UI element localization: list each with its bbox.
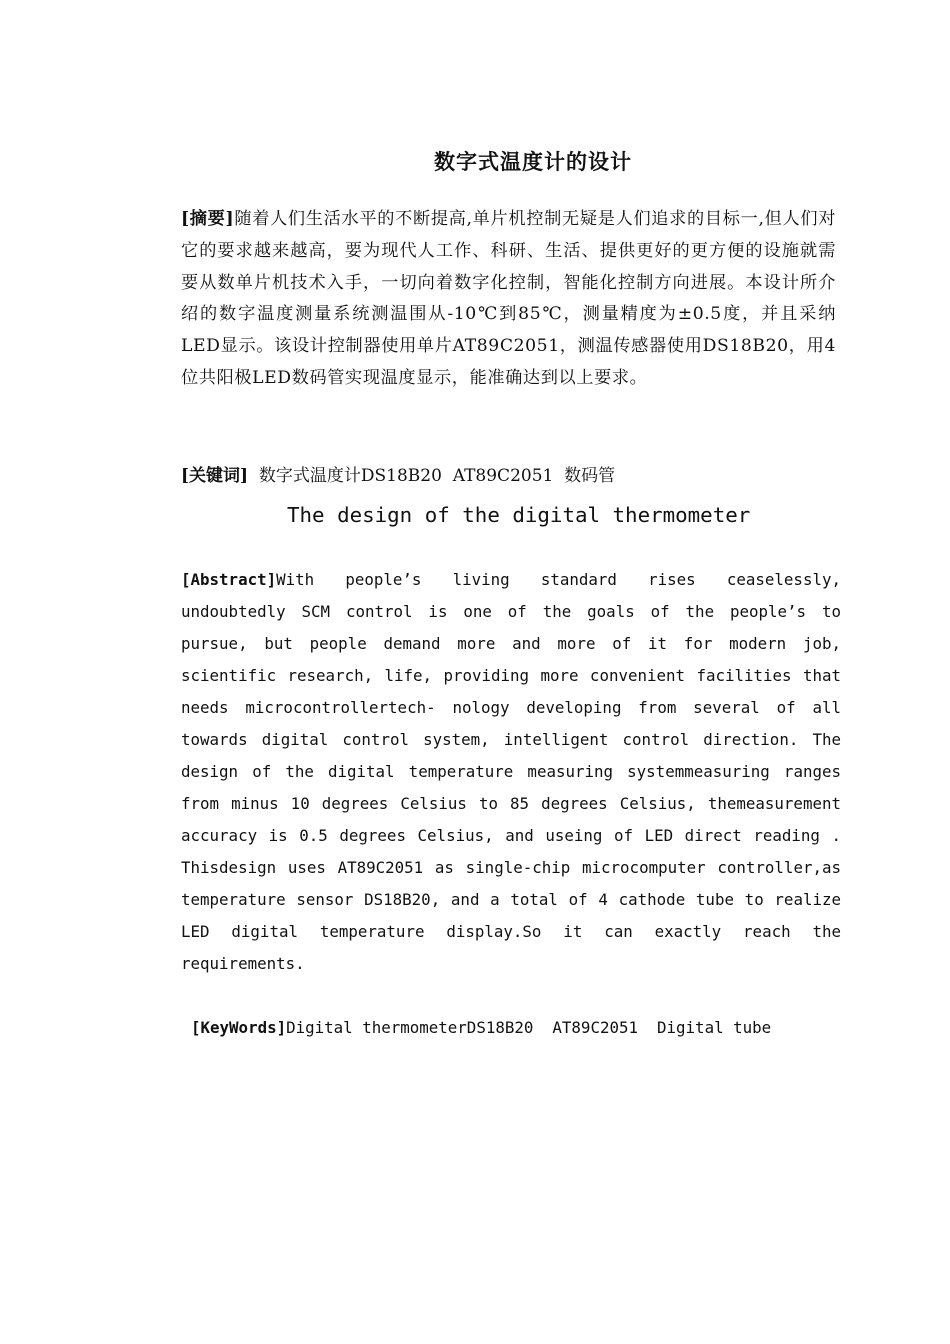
chinese-abstract-text: 随着人们生活水平的不断提高,单片机控制无疑是人们追求的目标一,但人们对它的要求越来越高，要为现代人工作、科研、生活、提供更好的更方便的设施就需要从数单片机技术入手，一切向着数字化控制，智能化控制方向进展。本设计所介绍的数字温度测量系统测温围从-10℃到85℃，测量精度为±0.5度，并且采纳LED显示。该设计控制器使用单片AT89C2051，测温传感器使用DS18B20，用4位共阳极LED数码管实现温度显示，能准确达到以上要求。 bbox=[181, 209, 836, 388]
chinese-title: 数字式温度计的设计 bbox=[434, 150, 632, 174]
chinese-keywords-label: [关键词] bbox=[181, 466, 249, 486]
english-keywords-label: [KeyWords] bbox=[191, 1018, 287, 1037]
chinese-keywords-text: 数字式温度计DS18B20 AT89C2051 数码管 bbox=[248, 466, 616, 486]
english-keywords-text: Digital thermometerDS18B20 AT89C2051 Digital tube bbox=[286, 1018, 772, 1037]
chinese-abstract-label: [摘要] bbox=[181, 209, 235, 229]
chinese-abstract bbox=[181, 204, 836, 395]
english-abstract-text: With people’s living standard rises ceaselessly, undoubtedly SCM control is one of the goals of the people’s to pursue, but people demand more and more of it for modern job, scientific research, life, providing more convenient facilities that needs microcontrollertech- nology developing from several of all towards digital control system, intelligent control direction. The design of the digital temperature measuring systemmeasuring ranges from minus 10 degrees Celsius to 85 degrees Celsius, themeasurement accuracy is 0.5 degrees Celsius, and useing of LED direct reading . Thisdesign uses AT89C2051 as single-chip microcomputer controller,as temperature sensor DS18B20, and a total of 4 cathode tube to realize LED digital temperature display.So it can exactly reach the requirements. bbox=[181, 570, 841, 973]
english-title: The design of the digital thermometer bbox=[287, 503, 751, 527]
english-abstract-label: [Abstract] bbox=[181, 570, 277, 589]
chinese-keywords bbox=[181, 461, 615, 491]
english-keywords bbox=[191, 1013, 771, 1043]
english-abstract bbox=[181, 564, 841, 980]
